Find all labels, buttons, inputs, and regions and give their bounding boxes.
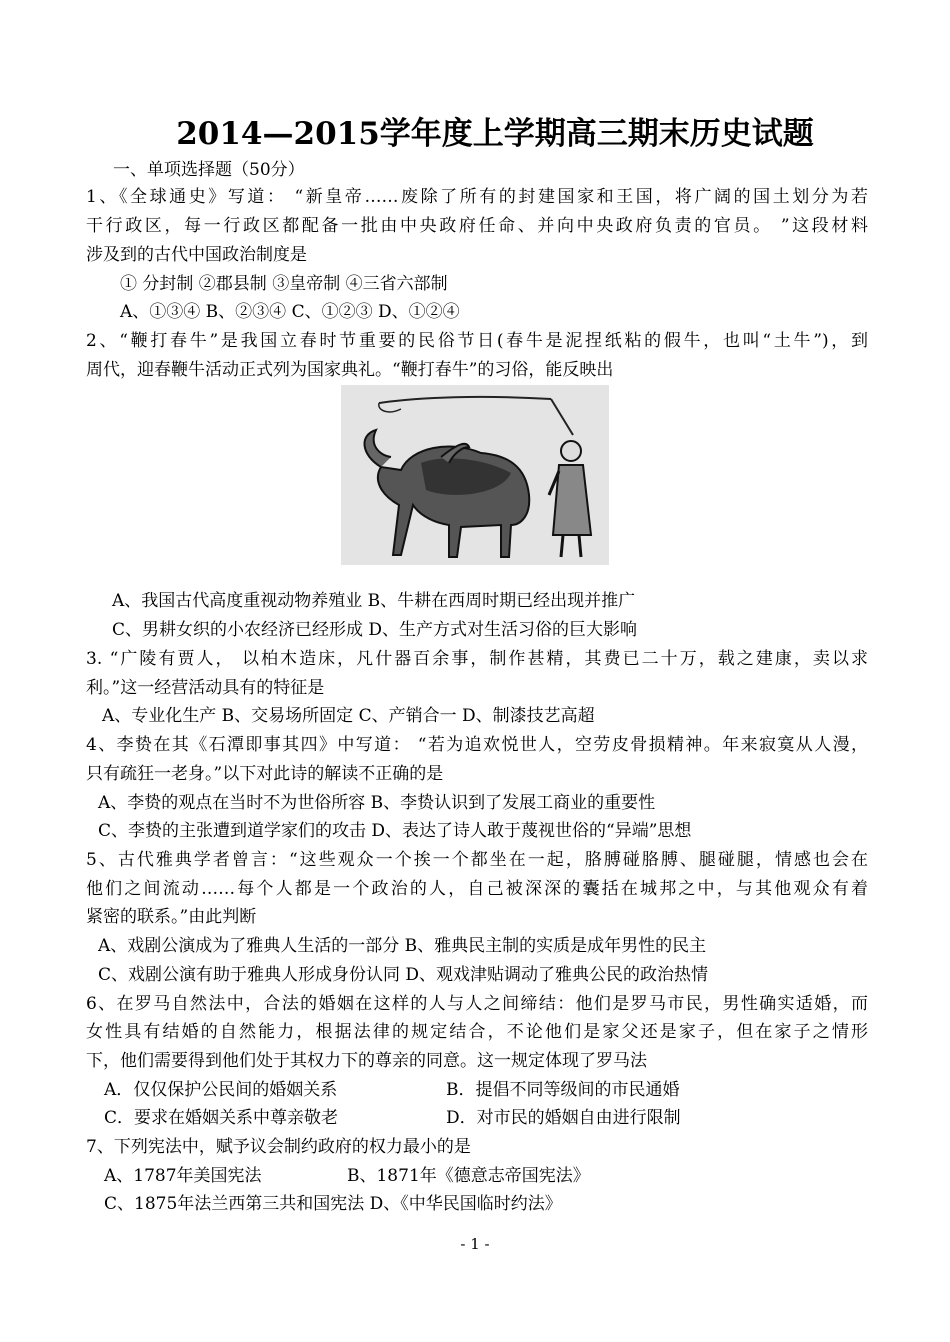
question-4-line-1: 4、李贽在其《石潭即事其四》中写道： “若为追欢悦世人，空劳皮骨损精神。年来寂寞从人漫， xyxy=(86,735,868,755)
page-title: 2014—2015学年度上学期高三期末历史试题 xyxy=(176,116,814,152)
question-4-options-1: A、李贽的观点在当时不为世俗所容 B、李贽认识到了发展工商业的重要性 xyxy=(98,793,656,813)
question-3-options: A、专业化生产 B、交易场所固定 C、产销合一 D、制漆技艺高超 xyxy=(102,706,595,726)
question-7-option-b: B、1871年《德意志帝国宪法》 xyxy=(347,1166,590,1186)
question-1-items: ① 分封制 ②郡县制 ③皇帝制 ④三省六部制 xyxy=(120,274,448,294)
section-heading: 一、单项选择题（50分） xyxy=(113,160,305,180)
question-6-line-3: 下，他们需要得到他们处于其权力下的尊亲的同意。这一规定体现了罗马法 xyxy=(86,1051,647,1071)
question-6-option-c: C．要求在婚姻关系中尊亲敬老 xyxy=(104,1108,339,1128)
question-2-line-2: 周代，迎春鞭牛活动正式列为国家典礼。“鞭打春牛”的习俗，能反映出 xyxy=(86,360,614,380)
question-7-options-cd: C、1875年法兰西第三共和国宪法 D、《中华民国临时约法》 xyxy=(104,1194,562,1214)
question-5-options-2: C、戏剧公演有助于雅典人形成身份认同 D、观戏津贴调动了雅典公民的政治热情 xyxy=(98,965,709,985)
question-6-option-a: A．仅仅保护公民间的婚姻关系 xyxy=(104,1080,338,1100)
question-2-options-1: A、我国古代高度重视动物养殖业 B、牛耕在西周时期已经出现并推广 xyxy=(112,591,636,611)
question-2-options-2: C、男耕女织的小农经济已经形成 D、生产方式对生活习俗的巨大影响 xyxy=(112,620,638,640)
question-3-line-1: 3. “广陵有贾人， 以柏木造床，凡什器百余事，制作甚精，其费已二十万，载之建康，卖以求 xyxy=(86,649,868,669)
question-6-line-2: 女性具有结婚的自然能力，根据法律的规定结合，不论他们是家父还是家子，但在家子之情形 xyxy=(86,1022,868,1042)
question-6-option-d: D．对市民的婚姻自由进行限制 xyxy=(446,1108,681,1128)
question-7-stem: 7、下列宪法中，赋予议会制约政府的权力最小的是 xyxy=(86,1137,471,1157)
question-1-options: A、①③④ B、②③④ C、①②③ D、①②④ xyxy=(120,302,460,322)
question-4-options-2: C、李贽的主张遭到道学家们的攻击 D、表达了诗人敢于蔑视世俗的“异端”思想 xyxy=(98,821,692,841)
question-5-line-1: 5、古代雅典学者曾言：“这些观众一个挨一个都坐在一起，胳膊碰胳膊、腿碰腿，情感也会在 xyxy=(86,850,868,870)
question-7-option-a: A、1787年美国宪法 xyxy=(104,1166,262,1186)
question-5-line-3: 紧密的联系。”由此判断 xyxy=(86,907,257,927)
question-2-line-1: 2、“鞭打春牛”是我国立春时节重要的民俗节日(春牛是泥捏纸粘的假牛，也叫“土牛”)，到 xyxy=(86,331,868,351)
question-1-line-3: 涉及到的古代中国政治制度是 xyxy=(86,245,307,265)
spring-ox-illustration xyxy=(341,385,609,565)
question-3-line-2: 利。”这一经营活动具有的特征是 xyxy=(86,678,325,698)
question-5-line-2: 他们之间流动……每个人都是一个政治的人，自己被深深的囊括在城邦之中，与其他观众有着 xyxy=(86,879,868,899)
question-1-line-1: 1、《全球通史》写道： “新皇帝……废除了所有的封建国家和王国，将广阔的国土划分为若 xyxy=(86,187,868,207)
question-4-line-2: 只有疏狂一老身。”以下对此诗的解读不正确的是 xyxy=(86,764,444,784)
question-5-options-1: A、戏剧公演成为了雅典人生活的一部分 B、雅典民主制的实质是成年男性的民主 xyxy=(98,936,707,956)
question-6-line-1: 6、在罗马自然法中，合法的婚姻在这样的人与人之间缔结：他们是罗马市民，男性确实适婚，而 xyxy=(86,994,868,1014)
question-1-line-2: 干行政区，每一行政区都配备一批由中央政府任命、并向中央政府负责的官员。 ”这段材料 xyxy=(86,216,868,236)
page-number: - 1 - xyxy=(460,1235,490,1253)
question-6-option-b: B．提倡不同等级间的市民通婚 xyxy=(446,1080,680,1100)
